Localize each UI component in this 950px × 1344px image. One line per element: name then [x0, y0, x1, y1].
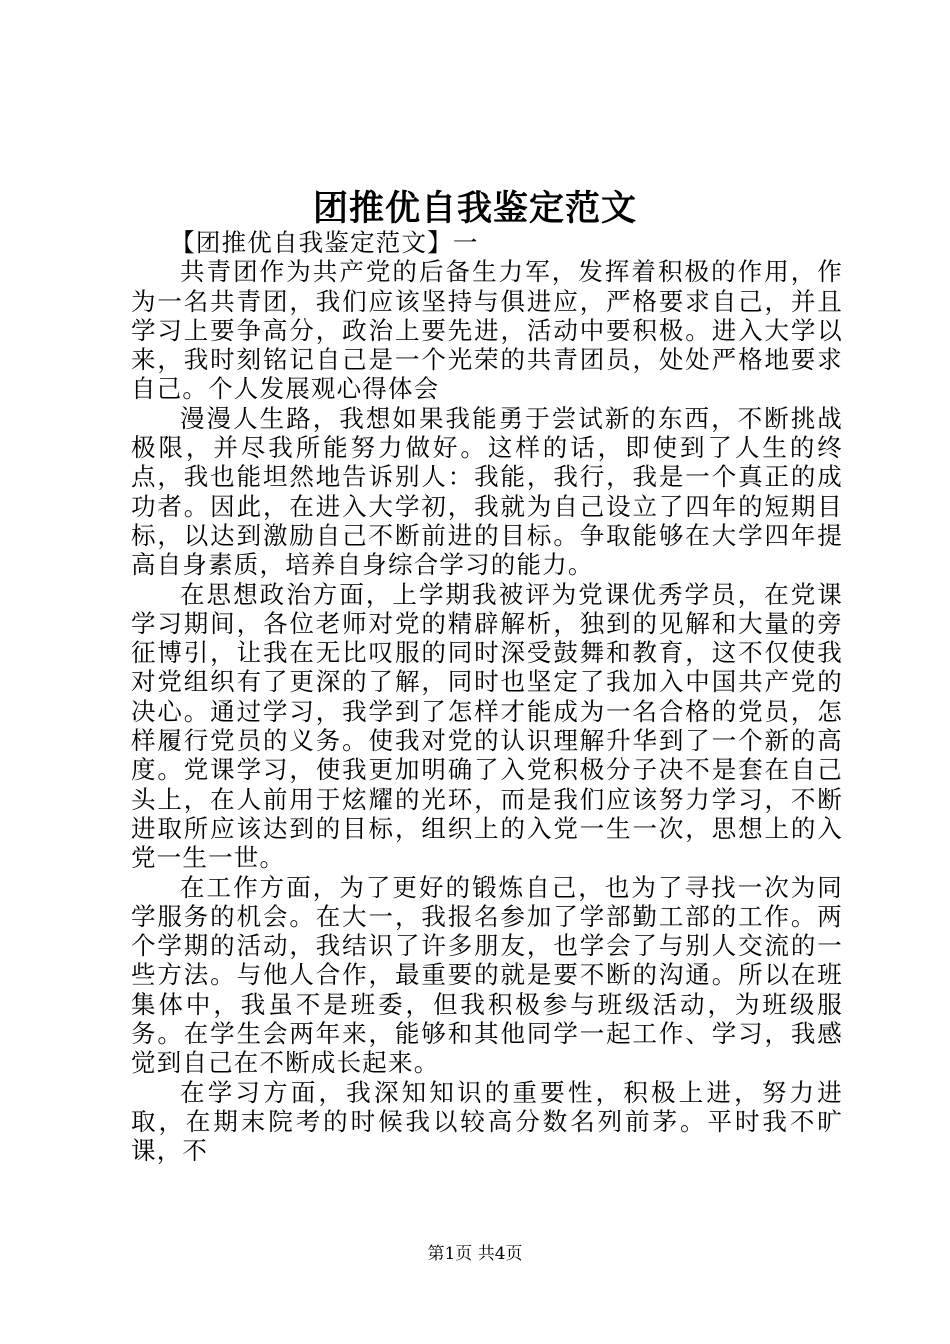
page-footer: 第1页 共4页	[427, 1244, 523, 1264]
document-body	[131, 228, 843, 1166]
paragraph-1: 共青团作为共产党的后备生力军，发挥着积极的作用，作为一名共青团，我们应该坚持与俱进应，严格要求自己，并且学习上要争高分，政治上要先进，活动中要积极。进入大学以来，我时刻铭记自己是一个光荣的共青团员，处处严格地要求自己。个人发展观心得体会	[131, 257, 843, 404]
paragraph-5: 在学习方面，我深知知识的重要性，积极上进，努力进取，在期末院考的时候我以较高分数名列前茅。平时我不旷课，不	[131, 1077, 843, 1166]
intro-line: 【团推优自我鉴定范文】一	[170, 228, 479, 257]
paragraph-2: 漫漫人生路，我想如果我能勇于尝试新的东西，不断挑战极限，并尽我所能努力做好。这样的话，即使到了人生的终点，我也能坦然地告诉别人：我能，我行，我是一个真正的成功者。因此，在进入大学初，我就为自己设立了四年的短期目标，以达到激励自己不断前进的目标。争取能够在大学四年提高自身素质，培养自身综合学习的能力。	[131, 403, 843, 580]
paragraph-3: 在思想政治方面，上学期我被评为党课优秀学员，在党课学习期间，各位老师对党的精辟解析，独到的见解和大量的旁征博引，让我在无比叹服的同时深受鼓舞和教育，这不仅使我对党组织有了更深的了解，同时也坚定了我加入中国共产党的决心。通过学习，我学到了怎样才能成为一名合格的党员，怎样履行党员的义务。使我对党的认识理解升华到了一个新的高度。党课学习，使我更加明确了入党积极分子决不是套在自己头上，在人前用于炫耀的光环，而是我们应该努力学习，不断进取所应该达到的目标，组织上的入党一生一次，思想上的入党一生一世。	[131, 579, 843, 873]
paragraph-4: 在工作方面，为了更好的锻炼自己，也为了寻找一次为同学服务的机会。在大一，我报名参加了学部勤工部的工作。两个学期的活动，我结识了许多朋友，也学会了与别人交流的一些方法。与他人合作，最重要的就是要不断的沟通。所以在班集体中，我虽不是班委，但我积极参与班级活动，为班级服务。在学生会两年来，能够和其他同学一起工作、学习，我感觉到自己在不断成长起来。	[131, 872, 843, 1078]
document-title: 团推优自我鉴定范文	[312, 188, 637, 229]
